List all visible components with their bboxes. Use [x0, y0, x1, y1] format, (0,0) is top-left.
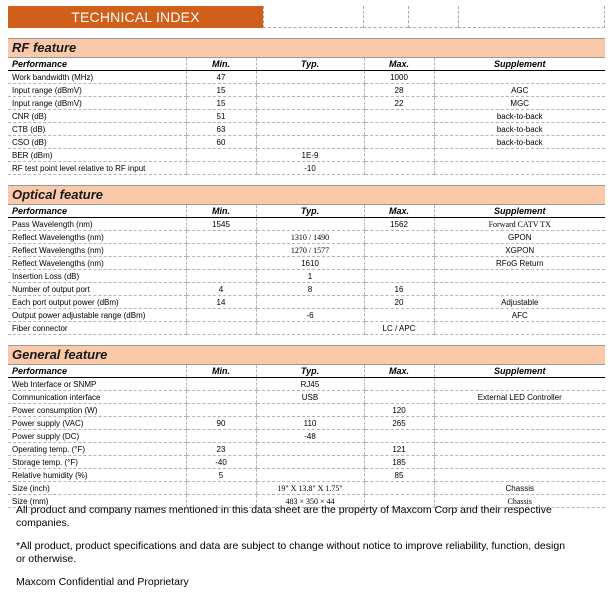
- table-cell: [434, 443, 605, 456]
- sections-container: [8, 28, 605, 508]
- table-row: [8, 244, 605, 257]
- confidential-note: Maxcom Confidential and Proprietary: [16, 576, 189, 588]
- table-cell: [434, 270, 605, 283]
- table-cell: 121: [364, 443, 434, 456]
- table-cell: [434, 430, 605, 443]
- table-cell: [256, 123, 364, 136]
- table-cell: [364, 378, 434, 391]
- table-cell: [434, 283, 605, 296]
- spec-table: [8, 58, 605, 175]
- table-cell: [186, 391, 256, 404]
- table-cell: -40: [186, 456, 256, 469]
- table-cell: [186, 231, 256, 244]
- column-header-row: [8, 365, 605, 378]
- table-cell: [186, 257, 256, 270]
- table-cell: [186, 270, 256, 283]
- table-cell: 1E-9: [256, 149, 364, 162]
- table-cell: Power consumption (W): [8, 404, 186, 417]
- table-cell: 1610: [256, 257, 364, 270]
- table-row: [8, 123, 605, 136]
- column-header: Typ.: [256, 205, 364, 218]
- table-cell: [256, 456, 364, 469]
- table-cell: Web Interface or SNMP: [8, 378, 186, 391]
- table-cell: [364, 244, 434, 257]
- table-cell: 85: [364, 469, 434, 482]
- table-row: [8, 482, 605, 495]
- table-cell: 5: [186, 469, 256, 482]
- table-row: [8, 231, 605, 244]
- table-row: [8, 283, 605, 296]
- column-header: Performance: [8, 205, 186, 218]
- table-cell: LC / APC: [364, 322, 434, 335]
- technical-index-title: TECHNICAL INDEX: [8, 6, 263, 28]
- column-header: Supplement: [434, 205, 605, 218]
- table-cell: [186, 430, 256, 443]
- table-cell: RF test point level relative to RF input: [8, 162, 186, 175]
- table-cell: 23: [186, 443, 256, 456]
- table-row: [8, 136, 605, 149]
- spec-table: [8, 365, 605, 508]
- header-empty-cell: [263, 6, 363, 28]
- section-spacer: [8, 335, 605, 345]
- table-cell: Each port output power (dBm): [8, 296, 186, 309]
- table-cell: RJ45: [256, 378, 364, 391]
- table-cell: [186, 404, 256, 417]
- table-cell: 19" X 13.8" X 1.75": [256, 482, 364, 495]
- table-cell: 265: [364, 417, 434, 430]
- table-row: [8, 218, 605, 231]
- column-header-row: [8, 205, 605, 218]
- table-cell: [364, 391, 434, 404]
- table-cell: Fiber connector: [8, 322, 186, 335]
- table-row: [8, 270, 605, 283]
- table-cell: [256, 404, 364, 417]
- table-cell: [364, 162, 434, 175]
- column-header: Performance: [8, 365, 186, 378]
- table-cell: -6: [256, 309, 364, 322]
- table-cell: [256, 97, 364, 110]
- header-empty-cell: [458, 6, 605, 28]
- table-cell: [186, 149, 256, 162]
- table-cell: 63: [186, 123, 256, 136]
- technical-index-sheet: [8, 6, 605, 508]
- table-cell: [434, 378, 605, 391]
- table-cell: 15: [186, 97, 256, 110]
- table-row: [8, 257, 605, 270]
- table-cell: CNR (dB): [8, 110, 186, 123]
- table-cell: MGC: [434, 97, 605, 110]
- table-cell: CTB (dB): [8, 123, 186, 136]
- table-cell: Size (mm): [8, 495, 186, 508]
- table-cell: [364, 110, 434, 123]
- table-cell: [186, 244, 256, 257]
- table-cell: 14: [186, 296, 256, 309]
- column-header: Max.: [364, 58, 434, 71]
- table-cell: 22: [364, 97, 434, 110]
- table-cell: USB: [256, 391, 364, 404]
- table-cell: -48: [256, 430, 364, 443]
- section-title: RF feature: [8, 38, 605, 58]
- table-row: [8, 149, 605, 162]
- table-cell: [364, 482, 434, 495]
- table-cell: [256, 218, 364, 231]
- table-cell: [364, 231, 434, 244]
- trademark-note: All product and company names mentioned in this data sheet are the property of Maxcom Corp and their respective companies.: [16, 504, 552, 529]
- table-cell: Storage temp. (°F): [8, 456, 186, 469]
- header-row: [8, 6, 605, 28]
- table-cell: Reflect Wavelengths (nm): [8, 244, 186, 257]
- table-cell: 90: [186, 417, 256, 430]
- table-cell: [256, 469, 364, 482]
- table-cell: [364, 309, 434, 322]
- table-cell: Reflect Wavelengths (nm): [8, 231, 186, 244]
- table-cell: [434, 71, 605, 84]
- table-cell: 483 × 350 × 44: [256, 495, 364, 508]
- table-cell: [186, 322, 256, 335]
- section-spacer: [8, 28, 605, 38]
- spec-table: [8, 205, 605, 335]
- table-cell: Reflect Wavelengths (nm): [8, 257, 186, 270]
- column-header: Max.: [364, 205, 434, 218]
- table-row: [8, 469, 605, 482]
- table-cell: 15: [186, 84, 256, 97]
- table-row: [8, 443, 605, 456]
- table-cell: 28: [364, 84, 434, 97]
- table-cell: [364, 136, 434, 149]
- table-cell: [434, 404, 605, 417]
- table-cell: [364, 257, 434, 270]
- table-cell: CSO (dB): [8, 136, 186, 149]
- table-cell: Size (inch): [8, 482, 186, 495]
- table-cell: 185: [364, 456, 434, 469]
- table-cell: [256, 322, 364, 335]
- table-cell: Output power adjustable range (dBm): [8, 309, 186, 322]
- table-row: [8, 391, 605, 404]
- table-cell: 60: [186, 136, 256, 149]
- table-cell: BER (dBm): [8, 149, 186, 162]
- disclaimer-note: *All product, product specifications and data are subject to change without notice to improve reliability, function, design or otherwise.: [16, 540, 566, 565]
- table-cell: Chassis: [434, 482, 605, 495]
- section-spacer: [8, 175, 605, 185]
- table-cell: 1000: [364, 71, 434, 84]
- column-header: Supplement: [434, 365, 605, 378]
- table-cell: [186, 162, 256, 175]
- table-cell: [434, 149, 605, 162]
- header-empty-cell: [408, 6, 458, 28]
- table-row: [8, 110, 605, 123]
- table-cell: RFoG Return: [434, 257, 605, 270]
- table-cell: back-to-back: [434, 123, 605, 136]
- table-cell: [256, 71, 364, 84]
- table-cell: Communication interface: [8, 391, 186, 404]
- table-cell: [434, 456, 605, 469]
- table-cell: [256, 84, 364, 97]
- table-cell: 4: [186, 283, 256, 296]
- table-row: [8, 417, 605, 430]
- column-header: Min.: [186, 205, 256, 218]
- table-cell: [364, 123, 434, 136]
- table-cell: 8: [256, 283, 364, 296]
- column-header: Supplement: [434, 58, 605, 71]
- table-row: [8, 97, 605, 110]
- table-row: [8, 404, 605, 417]
- table-cell: 1: [256, 270, 364, 283]
- table-row: [8, 309, 605, 322]
- table-cell: Pass Wavelength (nm): [8, 218, 186, 231]
- table-cell: [256, 296, 364, 309]
- table-cell: Insertion Loss (dB): [8, 270, 186, 283]
- table-cell: [434, 469, 605, 482]
- column-header: Min.: [186, 58, 256, 71]
- table-row: [8, 430, 605, 443]
- table-cell: back-to-back: [434, 136, 605, 149]
- table-cell: 120: [364, 404, 434, 417]
- table-cell: 1270 / 1577: [256, 244, 364, 257]
- table-cell: Operating temp. (°F): [8, 443, 186, 456]
- table-cell: AGC: [434, 84, 605, 97]
- table-row: [8, 296, 605, 309]
- table-cell: 1562: [364, 218, 434, 231]
- table-cell: Forward CATV TX: [434, 218, 605, 231]
- section-title: Optical feature: [8, 185, 605, 205]
- table-cell: Input range (dBmV): [8, 84, 186, 97]
- table-cell: back-to-back: [434, 110, 605, 123]
- table-cell: -10: [256, 162, 364, 175]
- table-cell: XGPON: [434, 244, 605, 257]
- table-cell: Relative humidity (%): [8, 469, 186, 482]
- table-cell: AFC: [434, 309, 605, 322]
- table-cell: 16: [364, 283, 434, 296]
- table-cell: 51: [186, 110, 256, 123]
- table-row: [8, 378, 605, 391]
- table-cell: [364, 430, 434, 443]
- table-cell: Chassis: [434, 495, 605, 508]
- table-row: [8, 84, 605, 97]
- table-cell: 20: [364, 296, 434, 309]
- section-title: General feature: [8, 345, 605, 365]
- table-cell: Number of output port: [8, 283, 186, 296]
- table-cell: External LED Controller: [434, 391, 605, 404]
- table-cell: Power supply (VAC): [8, 417, 186, 430]
- table-cell: [364, 270, 434, 283]
- column-header: Typ.: [256, 58, 364, 71]
- table-row: [8, 456, 605, 469]
- table-cell: Adjustable: [434, 296, 605, 309]
- table-cell: 110: [256, 417, 364, 430]
- table-row: [8, 162, 605, 175]
- table-cell: 1545: [186, 218, 256, 231]
- table-cell: [364, 149, 434, 162]
- table-cell: [186, 309, 256, 322]
- table-cell: GPON: [434, 231, 605, 244]
- table-cell: [434, 417, 605, 430]
- table-cell: 47: [186, 71, 256, 84]
- table-cell: Work bandwidth (MHz): [8, 71, 186, 84]
- table-cell: Power supply (DC): [8, 430, 186, 443]
- table-cell: [186, 378, 256, 391]
- column-header: Typ.: [256, 365, 364, 378]
- table-cell: [256, 110, 364, 123]
- column-header: Performance: [8, 58, 186, 71]
- footer-notes: [16, 504, 576, 599]
- column-header: Max.: [364, 365, 434, 378]
- table-cell: [434, 322, 605, 335]
- table-cell: [256, 136, 364, 149]
- table-cell: [256, 443, 364, 456]
- column-header: Min.: [186, 365, 256, 378]
- table-row: [8, 322, 605, 335]
- header-empty-cell: [363, 6, 408, 28]
- column-header-row: [8, 58, 605, 71]
- table-cell: Input range (dBmV): [8, 97, 186, 110]
- table-cell: 1310 / 1490: [256, 231, 364, 244]
- table-row: [8, 71, 605, 84]
- table-cell: [434, 162, 605, 175]
- table-cell: [186, 482, 256, 495]
